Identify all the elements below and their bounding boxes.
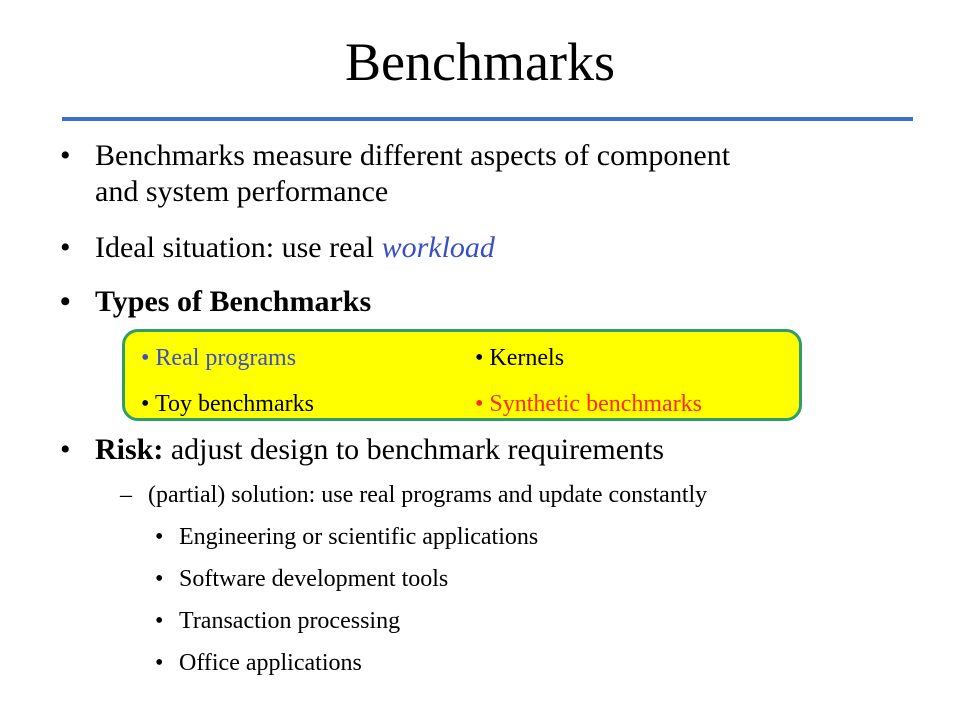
type-bullet: • (141, 345, 150, 371)
bullet-text-line1: Benchmarks measure different aspects of component (95, 139, 731, 172)
bullet-dot: • (60, 433, 71, 466)
type-label: Kernels (489, 345, 565, 371)
type-bullet: • (141, 391, 150, 417)
list-item-text: Transaction processing (179, 608, 401, 634)
list-bullet: • (155, 608, 164, 634)
list-bullet: • (155, 524, 164, 550)
type-toy-benchmarks (141, 390, 314, 418)
title-underline (62, 117, 913, 121)
list-item-text: Software development tools (179, 566, 449, 592)
sub-bullet-dash: – (120, 482, 132, 508)
type-bullet: • (475, 345, 484, 371)
bullet-text (95, 432, 664, 468)
type-real-programs (141, 344, 296, 372)
bullet-dot: • (60, 231, 71, 264)
bullet-text-plain: adjust design to benchmark requirements (163, 433, 665, 466)
benchmark-types-box (122, 329, 802, 421)
type-label: Real programs (155, 345, 297, 371)
type-kernels (475, 344, 564, 372)
bullet-text-plain: Ideal situation: use real (95, 231, 382, 264)
bullet-dot: • (60, 139, 71, 172)
list-item-text: Office applications (179, 650, 362, 676)
list-bullet: • (155, 650, 164, 676)
bullet-text (95, 230, 495, 266)
type-bullet: • (475, 391, 484, 417)
type-label: Synthetic benchmarks (489, 391, 703, 417)
bullet-text-line2: and system performance (95, 175, 389, 208)
bullet-text-bold: Risk: (95, 433, 164, 466)
list-bullet: • (155, 566, 164, 592)
bullet-dot: • (60, 285, 71, 318)
slide-title: Benchmarks (345, 32, 615, 92)
sub-bullet-text: (partial) solution: use real programs and update constantly (148, 482, 708, 508)
bullet-text-emphasis: workload (381, 231, 495, 264)
bullet-text: Types of Benchmarks (95, 285, 372, 318)
list-item-text: Engineering or scientific applications (179, 524, 539, 550)
type-label: Toy benchmarks (154, 391, 314, 417)
type-synthetic-benchmarks (475, 390, 702, 418)
